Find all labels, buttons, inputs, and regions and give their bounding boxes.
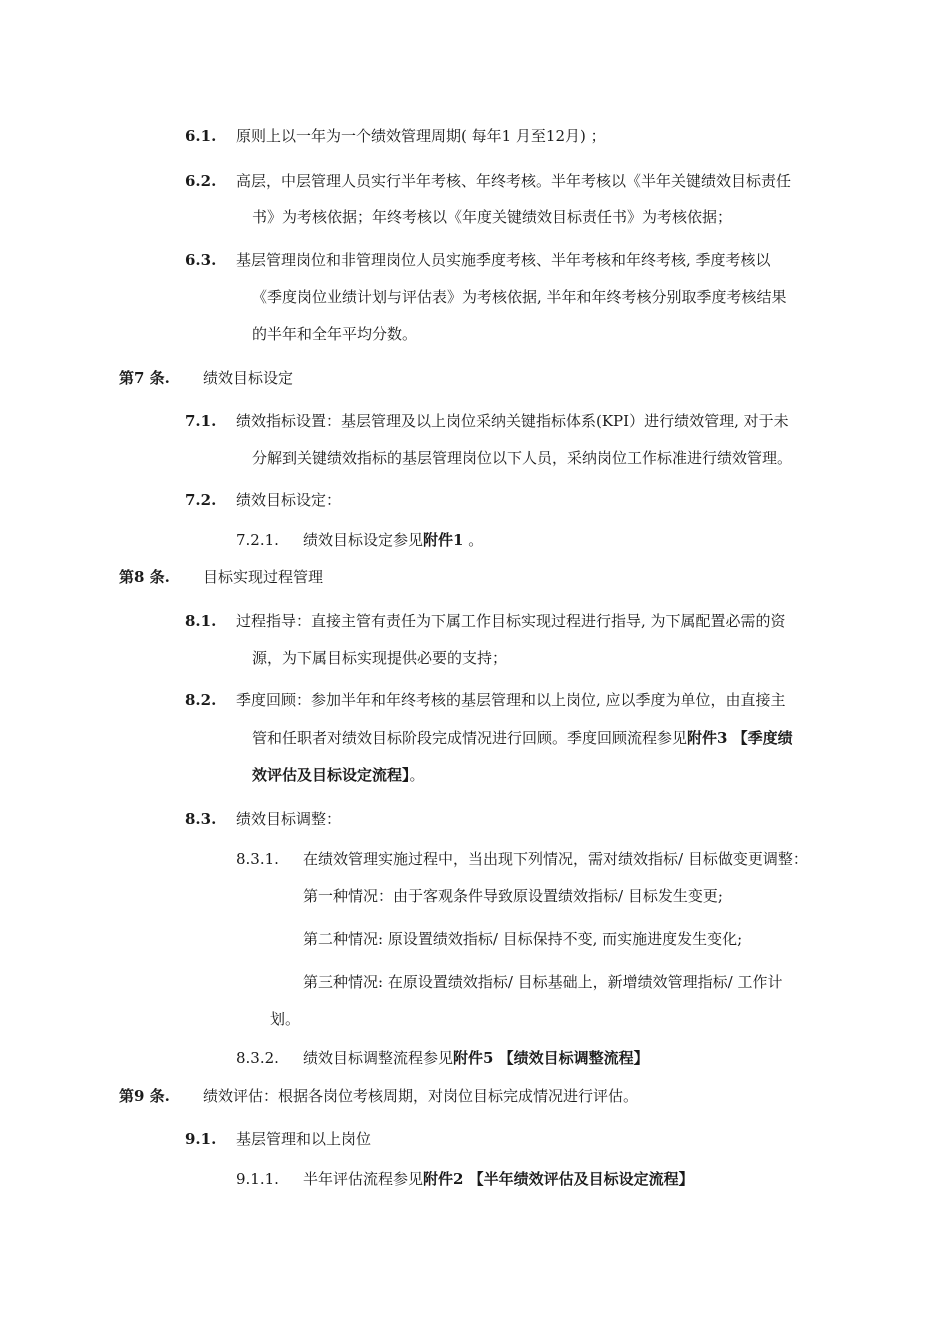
clause-9-1-number: 9.1. [185,1130,217,1148]
attachment-5-ref: 附件5 【绩效目标调整流程】 [453,1049,649,1067]
clause-9-1-1-text [303,1169,694,1189]
article-7-title: 绩效目标设定 [203,369,294,387]
clause-8-3-2-number: 8.3.2. [236,1049,279,1067]
clause-8-2-line-2-text: 管和任职者对绩效目标阶段完成情况进行回顾。季度回顾流程参见 [252,729,688,747]
clause-7-1-line-1: 绩效指标设置：基层管理及以上岗位采纳关键指标体系(KPI）进行绩效管理, 对于未 [236,412,789,430]
clause-6-3-line-3: 的半年和全年平均分数。 [252,325,418,343]
attachment-1-ref: 附件1 [423,531,464,549]
clause-8-2-line-3-suffix: 。 [409,766,425,784]
clause-8-1-line-2: 源，为下属目标实现提供必要的支持； [252,649,508,667]
clause-6-3-number: 6.3. [185,251,217,269]
clause-7-2-1-prefix: 绩效目标设定参见 [303,531,424,549]
clause-8-2-line-3 [252,765,425,785]
clause-6-1-text: 原则上以一年为一个绩效管理周期( 每年1 月至12月) ； [236,127,606,145]
clause-8-3-2-prefix: 绩效目标调整流程参见 [303,1049,454,1067]
clause-8-1-number: 8.1. [185,612,217,630]
clause-8-3-1-number: 8.3.1. [236,850,279,868]
clause-9-1-1-number: 9.1.1. [236,1170,279,1188]
clause-8-3-2-text [303,1048,649,1068]
clause-6-2-line-1: 高层，中层管理人员实行半年考核、年终考核。半年考核以《半年关键绩效目标责任 [236,172,792,190]
clause-6-2-number: 6.2. [185,172,217,190]
clause-6-1-number: 6.1. [185,127,217,145]
clause-9-1-text: 基层管理和以上岗位 [236,1130,372,1148]
case-1-text: 第一种情况：由于客观条件导致原设置绩效指标/ 目标发生变更; [303,887,723,905]
article-9-number: 第9 条. [119,1087,170,1105]
case-3-continuation: 划。 [270,1010,301,1028]
clause-7-1-line-2: 分解到关键绩效指标的基层管理岗位以下人员，采纳岗位工作标准进行绩效管理。 [252,449,793,467]
clause-6-2-line-2: 书》为考核依据；年终考核以《年度关键绩效目标责任书》为考核依据； [252,208,733,226]
clause-7-2-number: 7.2. [185,491,217,509]
article-8-number: 第8 条. [119,568,170,586]
article-9-title: 绩效评估：根据各岗位考核周期，对岗位目标完成情况进行评估。 [203,1087,639,1105]
clause-8-3-number: 8.3. [185,810,217,828]
clause-8-3-text: 绩效目标调整： [236,810,342,828]
attachment-3-ref-cont: 效评估及目标设定流程】 [252,766,410,784]
clause-7-2-1-text [303,530,483,550]
clause-6-3-line-2: 《季度岗位业绩计划与评估表》为考核依据, 半年和年终考核分别取季度考核结果 [252,288,787,306]
attachment-2-ref: 附件2 【半年绩效评估及目标设定流程】 [423,1170,694,1188]
clause-8-3-1-text: 在绩效管理实施过程中，当出现下列情况，需对绩效指标/ 目标做变更调整： [303,850,808,868]
clause-6-3-line-1: 基层管理岗位和非管理岗位人员实施季度考核、半年考核和年终考核, 季度考核以 [236,251,771,269]
clause-8-1-line-1: 过程指导：直接主管有责任为下属工作目标实现过程进行指导, 为下属配置必需的资 [236,612,786,630]
article-7-number: 第7 条. [119,369,170,387]
clause-7-1-number: 7.1. [185,412,217,430]
article-8-title: 目标实现过程管理 [203,568,324,586]
clause-7-2-1-suffix: 。 [463,531,484,549]
clause-8-2-number: 8.2. [185,691,217,709]
clause-8-2-line-2 [252,728,793,748]
clause-7-2-text: 绩效目标设定： [236,491,342,509]
clause-7-2-1-number: 7.2.1. [236,531,279,549]
clause-9-1-1-prefix: 半年评估流程参见 [303,1170,424,1188]
case-3-text: 第三种情况: 在原设置绩效指标/ 目标基础上，新增绩效管理指标/ 工作计 [303,973,783,991]
attachment-3-ref: 附件3 【季度绩 [687,729,793,747]
clause-8-2-line-1: 季度回顾：参加半年和年终考核的基层管理和以上岗位, 应以季度为单位，由直接主 [236,691,786,709]
case-2-text: 第二种情况: 原设置绩效指标/ 目标保持不变, 而实施进度发生变化; [303,930,743,948]
